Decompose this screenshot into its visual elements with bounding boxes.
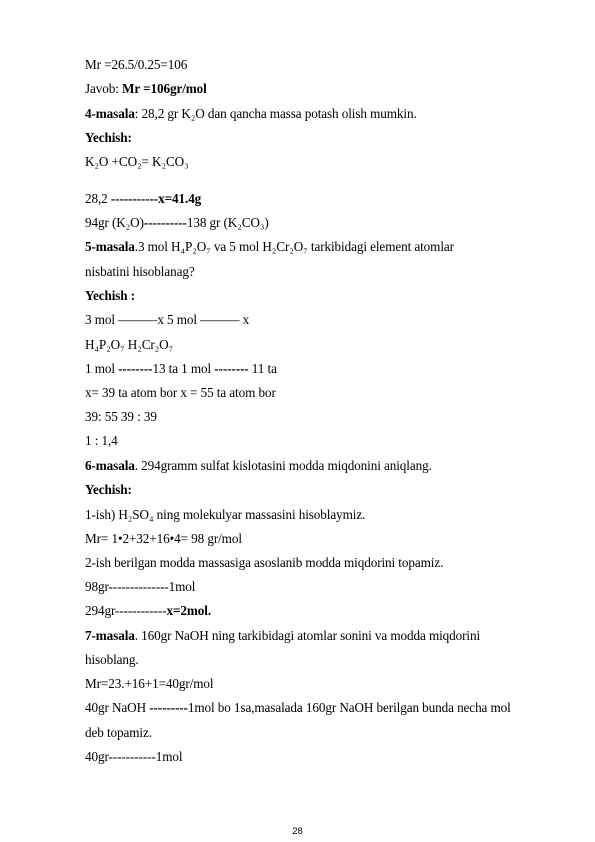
text-line-29: 40gr-----------1mol [85, 749, 183, 764]
text-line-20: Mr= 1•2+32+16•4= 98 gr/mol [85, 531, 242, 546]
text-line-16: 1 : 1,4 [85, 433, 118, 448]
equation-line: K₂O +CO₂= K₂CO₃ [85, 154, 189, 169]
solution-heading: Yechish: [85, 482, 132, 497]
text-line-7: 94gr (K₂O)----------138 gr (K₂CO₃) [85, 215, 269, 230]
text-line-14: x= 39 ta atom bor x = 55 ta atom bor [85, 385, 276, 400]
problem-4-heading: 4-masala: 28,2 gr K₂O dan qancha massa potash olish mumkin. [85, 106, 417, 121]
page-number: 28 [292, 826, 303, 837]
problem-6-heading: 6-masala. 294gramm sulfat kislotasini modda miqdonini aniqlang. [85, 458, 432, 473]
text-line-19: 1-ish) H₂SO₄ ning molekulyar massasini hisoblaymiz. [85, 507, 366, 522]
problem-7-heading: 7-masala. 160gr NaOH ning tarkibidagi atomlar sonini va modda miqdorini [85, 628, 481, 643]
text-line-15: 39: 55 39 : 39 [85, 409, 157, 424]
text-line-9: nisbatini hisoblanag? [85, 264, 195, 279]
text-line-25: hisoblang. [85, 652, 139, 667]
text-line-27: 40gr NaOH ---------1mol bo 1sa,masalada 160gr NaOH berilgan bunda necha mol [85, 700, 511, 715]
text-line-1: Mr =26.5/0.25=106 [85, 57, 188, 72]
text-line-13: 1 mol --------13 ta 1 mol -------- 11 ta [85, 361, 277, 376]
text-line-22: 98gr--------------1mol [85, 579, 196, 594]
solution-heading: Yechish : [85, 288, 136, 303]
answer-line: Javob: Mr =106gr/mol [85, 81, 207, 96]
text-line-23: 294gr------------x=2mol. [85, 603, 212, 618]
text-line-28: deb topamiz. [85, 725, 152, 740]
problem-5-heading: 5-masala.3 mol H₄P₂O₇ va 5 mol H₂Cr₂O₇ tarkibidagi element atomlar [85, 239, 454, 254]
solution-heading: Yechish: [85, 130, 132, 145]
text-line-6: 28,2 -----------x=41.4g [85, 191, 202, 206]
text-line-21: 2-ish berilgan modda massasiga asoslanib modda miqdorini topamiz. [85, 555, 444, 570]
text-line-11: 3 mol ———x 5 mol ——— x [85, 312, 250, 327]
formula-line: H₄P₂O₇ H₂Cr₂O₇ [85, 337, 174, 352]
text-line-26: Mr=23.+16+1=40gr/mol [85, 676, 214, 691]
